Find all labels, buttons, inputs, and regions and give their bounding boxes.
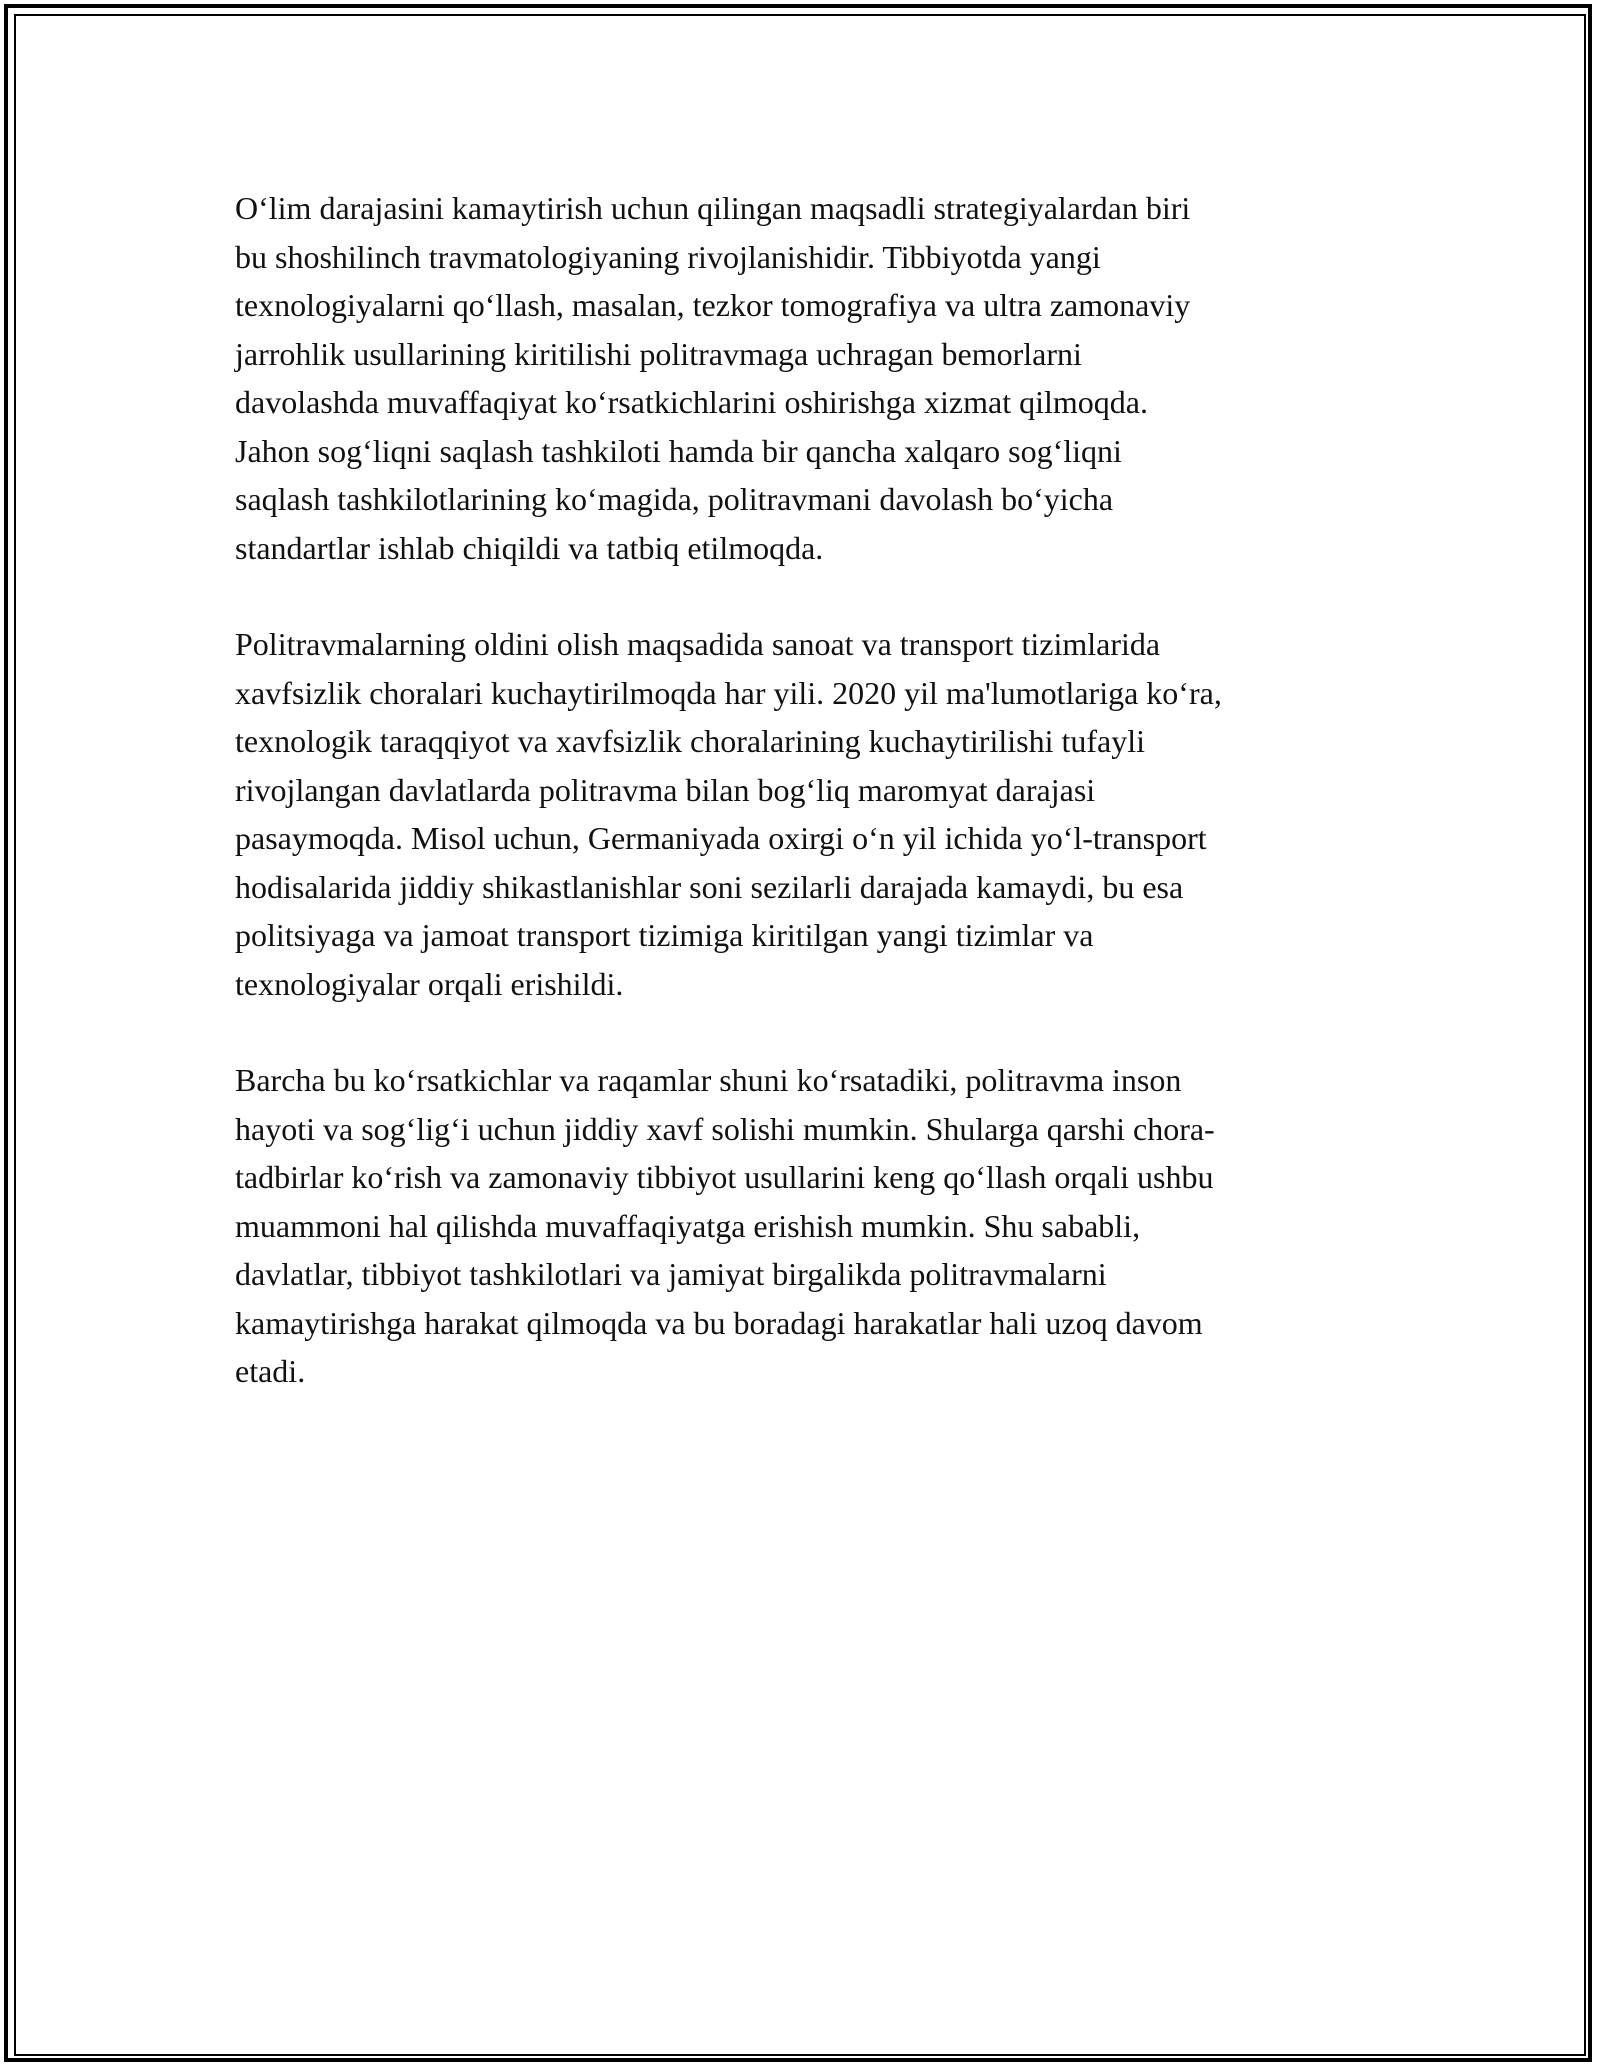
text-line: rivojlangan davlatlarda politravma bilan bog‘liq maromyat darajasi [235, 771, 1096, 808]
text-line: davlatlar, tibbiyot tashkilotlari va jamiyat birgalikda politravmalarni [235, 1256, 1107, 1292]
text-line: tadbirlar ko‘rish va zamonaviy tibbiyot usullarini keng qo‘llash orqali ushbu [235, 1159, 1214, 1195]
text-line: pasaymoqda. Misol uchun, Germaniyada oxirgi o‘n yil ichida yo‘l-transport [235, 820, 1207, 856]
text-line: jarrohlik usullarining kiritilishi politravmaga uchragan bemorlarni [235, 335, 1082, 372]
paragraph-1 [235, 184, 1385, 572]
text-line: Jahon sog‘liqni saqlash tashkiloti hamda bir qancha xalqaro sog‘liqni [235, 432, 1122, 469]
text-line: hayoti va sog‘lig‘i uchun jiddiy xavf solishi mumkin. Shularga qarshi chora- [235, 1110, 1215, 1147]
text-line: saqlash tashkilotlarining ko‘magida, politravmani davolash bo‘yicha [235, 481, 1114, 517]
text-line: Barcha bu ko‘rsatkichlar va raqamlar shuni ko‘rsatadiki, politravma inson [235, 1062, 1182, 1098]
text-line: standartlar ishlab chiqildi va tatbiq etilmoqda. [235, 529, 824, 566]
text-line: texnologik taraqqiyot va xavfsizlik choralarining kuchaytirilishi tufayli [235, 723, 1145, 759]
paragraph-3 [235, 1056, 1385, 1396]
text-line: bu shoshilinch travmatologiyaning rivojlanishidir. Tibbiyotda yangi [235, 238, 1101, 275]
text-line: kamaytirishga harakat qilmoqda va bu boradagi harakatlar hali uzoq davom [235, 1304, 1203, 1341]
text-line: politsiyaga va jamoat transport tizimiga kiritilgan yangi tizimlar va [235, 917, 1094, 953]
text-line: texnologiyalar orqali erishildi. [235, 965, 624, 1002]
text-line: xavfsizlik choralari kuchaytirilmoqda har yili. 2020 yil ma'lumotlariga ko‘ra, [235, 674, 1222, 711]
text-line: davolashda muvaffaqiyat ko‘rsatkichlarini oshirishga xizmat qilmoqda. [235, 384, 1148, 420]
text-line: texnologiyalarni qo‘llash, masalan, tezkor tomografiya va ultra zamonaviy [235, 287, 1191, 323]
paragraph-2 [235, 620, 1385, 1008]
document-body [235, 184, 1385, 1444]
text-line: muammoni hal qilishda muvaffaqiyatga erishish mumkin. Shu sababli, [235, 1207, 1141, 1244]
text-line: hodisalarida jiddiy shikastlanishlar soni sezilarli darajada kamaydi, bu esa [235, 868, 1184, 905]
text-line: etadi. [235, 1353, 306, 1389]
text-line: O‘lim darajasini kamaytirish uchun qilingan maqsadli strategiyalardan biri [235, 190, 1191, 226]
text-line: Politravmalarning oldini olish maqsadida sanoat va transport tizimlarida [235, 626, 1161, 662]
